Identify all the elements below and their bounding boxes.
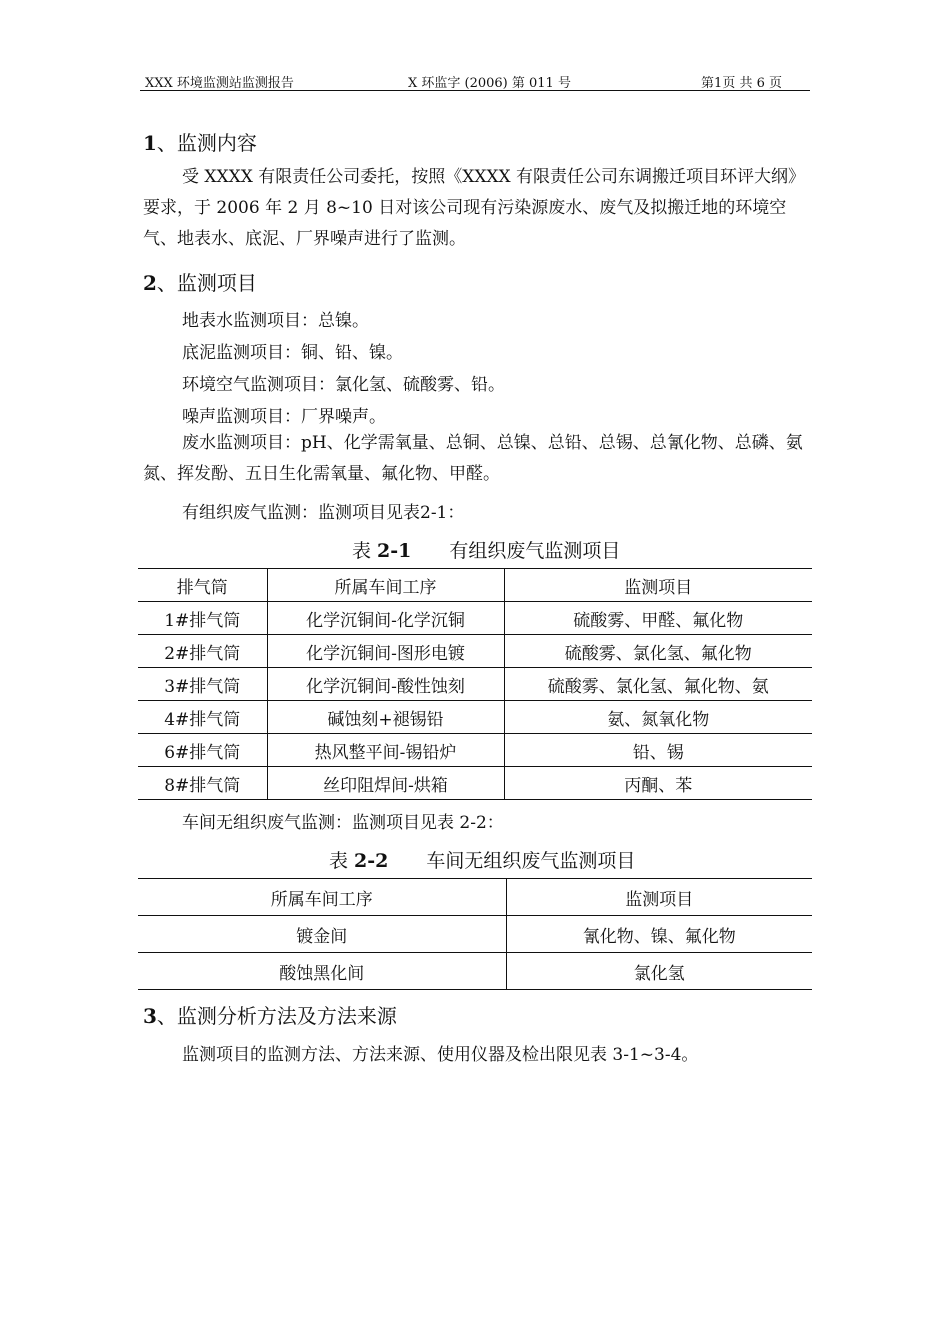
table-2-1-caption <box>352 536 620 563</box>
section-3-heading <box>143 1000 397 1029</box>
item-wastewater: 废水监测项目：pH、化学需氧量、总铜、总镍、总铅、总锡、总氰化物、总磷、氨氮、挥发酚、五日生化需氧量、氟化物、甲醛。 <box>143 433 803 484</box>
table-cell: 硫酸雾、氯化氢、氟化物 <box>504 635 812 668</box>
item-surface-water: 地表水监测项目：总镍。 <box>182 311 369 331</box>
table-cell: 2#排气筒 <box>138 635 267 668</box>
header-org: XXX 环境监测站监测报告 <box>145 76 294 91</box>
section-2-heading <box>143 267 257 296</box>
table-header-row <box>138 569 812 602</box>
table-cell: 碱蚀刻+褪锡铅 <box>267 701 504 734</box>
table-cell: 热风整平间-锡铅炉 <box>267 734 504 767</box>
table-row <box>138 635 812 668</box>
table-cell: 化学沉铜间-图形电镀 <box>267 635 504 668</box>
table-cell: 氨、氮氧化物 <box>504 701 812 734</box>
table-row <box>138 701 812 734</box>
section-1-title: 、监测内容 <box>156 131 257 155</box>
table-row <box>138 734 812 767</box>
section-3-title: 、监测分析方法及方法来源 <box>156 1004 397 1028</box>
header-cell: 排气筒 <box>138 569 267 602</box>
table-row <box>138 916 812 953</box>
table-row <box>138 953 812 990</box>
section-3-body: 监测项目的监测方法、方法来源、使用仪器及检出限见表 3-1~3-4。 <box>182 1045 699 1065</box>
item-noise: 噪声监测项目：厂界噪声。 <box>182 407 386 427</box>
table-2-2 <box>138 878 812 990</box>
header-cell: 监测项目 <box>506 879 812 916</box>
table-cell: 3#排气筒 <box>138 668 267 701</box>
header-cell: 所属车间工序 <box>138 879 506 916</box>
unorganized-gas-intro: 车间无组织废气监测：监测项目见表 2-2： <box>182 813 504 833</box>
table-2-1-title: 有组织废气监测项目 <box>449 540 621 562</box>
organized-gas-intro: 有组织废气监测：监测项目见表2-1： <box>182 503 465 523</box>
section-2-title: 、监测项目 <box>156 271 257 295</box>
table-cell: 6#排气筒 <box>138 734 267 767</box>
header-cell: 所属车间工序 <box>267 569 504 602</box>
header-doc-number: X 环监字 (2006) 第 011 号 <box>408 76 571 91</box>
table-cell: 酸蚀黑化间 <box>138 953 506 990</box>
table-row <box>138 602 812 635</box>
table-2-2-number: 2-2 <box>354 850 389 872</box>
table-cell: 丝印阻焊间-烘箱 <box>267 767 504 800</box>
section-2-number: 2 <box>143 271 157 295</box>
item-sediment: 底泥监测项目：铜、铅、镍。 <box>182 343 403 363</box>
section-1-number: 1 <box>143 131 157 155</box>
table-2-1 <box>138 568 812 800</box>
table-2-2-caption <box>329 846 635 873</box>
table-cell: 镀金间 <box>138 916 506 953</box>
section-1-body: 受 XXXX 有限责任公司委托，按照《XXXX 有限责任公司东调搬迁项目环评大纲》要求，于 2006 年 2 月 8~10 日对该公司现有污染源废水、废气及拟搬迁地的环境空气、地表水、底泥、厂界噪声进行了监测。 <box>143 167 806 249</box>
section-1-heading <box>143 127 257 156</box>
table-cell: 4#排气筒 <box>138 701 267 734</box>
table-2-2-label-prefix: 表 <box>329 850 355 872</box>
header-cell: 监测项目 <box>504 569 812 602</box>
table-header-row <box>138 879 812 916</box>
table-cell: 氯化氢 <box>506 953 812 990</box>
table-2-1-label-prefix: 表 <box>352 540 378 562</box>
table-cell: 丙酮、苯 <box>504 767 812 800</box>
table-cell: 硫酸雾、甲醛、氟化物 <box>504 602 812 635</box>
header-page-info: 第1页 共 6 页 <box>701 76 782 91</box>
table-row <box>138 668 812 701</box>
table-cell: 硫酸雾、氯化氢、氟化物、氨 <box>504 668 812 701</box>
section-3-number: 3 <box>143 1004 157 1028</box>
table-cell: 铅、锡 <box>504 734 812 767</box>
table-2-1-number: 2-1 <box>377 540 412 562</box>
table-cell: 1#排气筒 <box>138 602 267 635</box>
table-cell: 化学沉铜间-化学沉铜 <box>267 602 504 635</box>
table-cell: 8#排气筒 <box>138 767 267 800</box>
table-2-2-title: 车间无组织废气监测项目 <box>426 850 636 872</box>
table-row <box>138 767 812 800</box>
page-header <box>140 70 810 91</box>
item-ambient-air: 环境空气监测项目：氯化氢、硫酸雾、铅。 <box>182 375 505 395</box>
table-cell: 氰化物、镍、氟化物 <box>506 916 812 953</box>
table-cell: 化学沉铜间-酸性蚀刻 <box>267 668 504 701</box>
